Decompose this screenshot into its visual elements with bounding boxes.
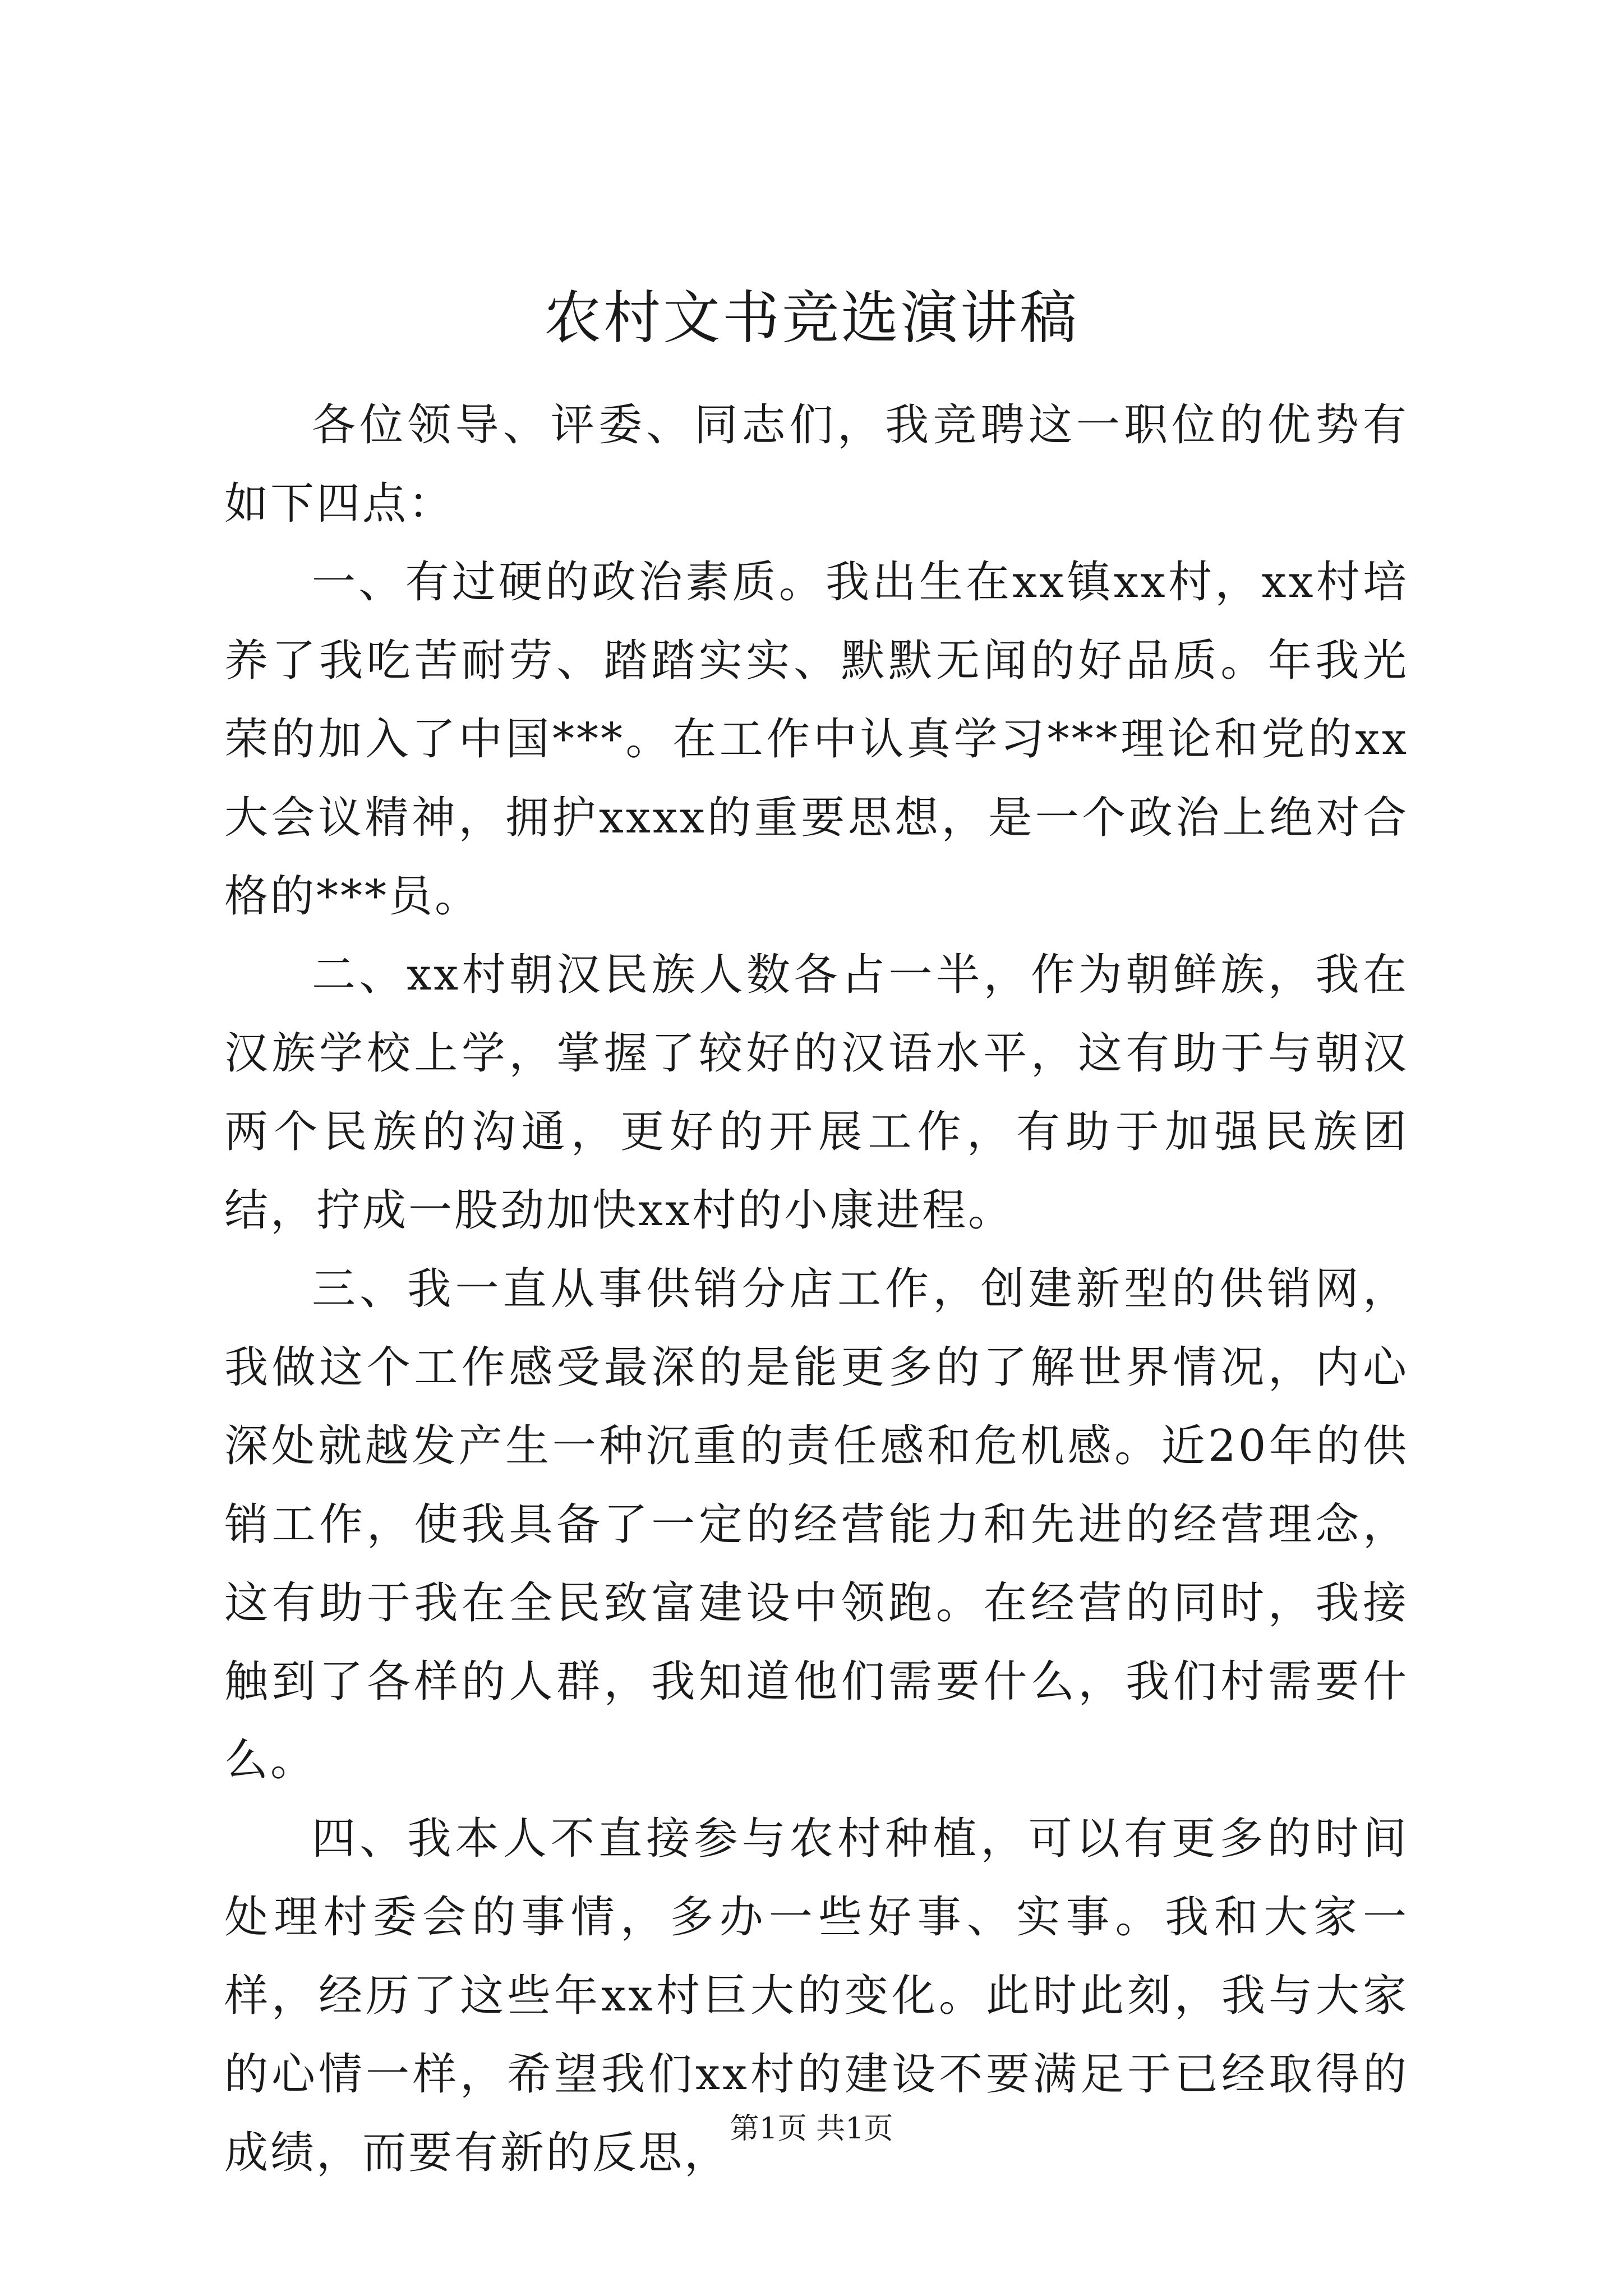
paragraph-point-3: 三、我一直从事供销分店工作，创建新型的供销网，我做这个工作感受最深的是能更多的了解世界情况，内心深处就越发产生一种沉重的责任感和危机感。近20年的供销工作，使我具备了一定的经营能力和先进的经营理念，这有助于我在全民致富建设中领跑。在经营的同时，我接触到了各样的人群，我知道他们需要什么，我们村需要什么。 (224, 1264, 1409, 1786)
paragraph-point-1: 一、有过硬的政治素质。我出生在xx镇xx村，xx村培养了我吃苦耐劳、踏踏实实、默默无闻的好品质。年我光荣的加入了中国***。在工作中认真学习***理论和党的xx大会议精神，拥护xxxx的重要思想，是一个政治上绝对合格的***员。 (224, 557, 1409, 922)
paragraph-point-4: 四、我本人不直接参与农村种植，可以有更多的时间处理村委会的事情，多办一些好事、实事。我和大家一样，经历了这些年xx村巨大的变化。此时此刻，我与大家的心情一样，希望我们xx村的建设不要满足于已经取得的成绩，而要有新的反思， (224, 1814, 1409, 2178)
paragraph-point-2: 二、xx村朝汉民族人数各占一半，作为朝鲜族，我在汉族学校上学，掌握了较好的汉语水平，这有助于与朝汉两个民族的沟通，更好的开展工作，有助于加强民族团结，拧成一股劲加快xx村的小康进程。 (224, 950, 1409, 1236)
document-title: 农村文书竞选演讲稿 (544, 285, 1079, 352)
document-body (224, 386, 1409, 2192)
page-footer: 第1页 共1页 (730, 2112, 893, 2146)
paragraph-intro: 各位领导、评委、同志们，我竞聘这一职位的优势有如下四点： (224, 400, 1409, 529)
